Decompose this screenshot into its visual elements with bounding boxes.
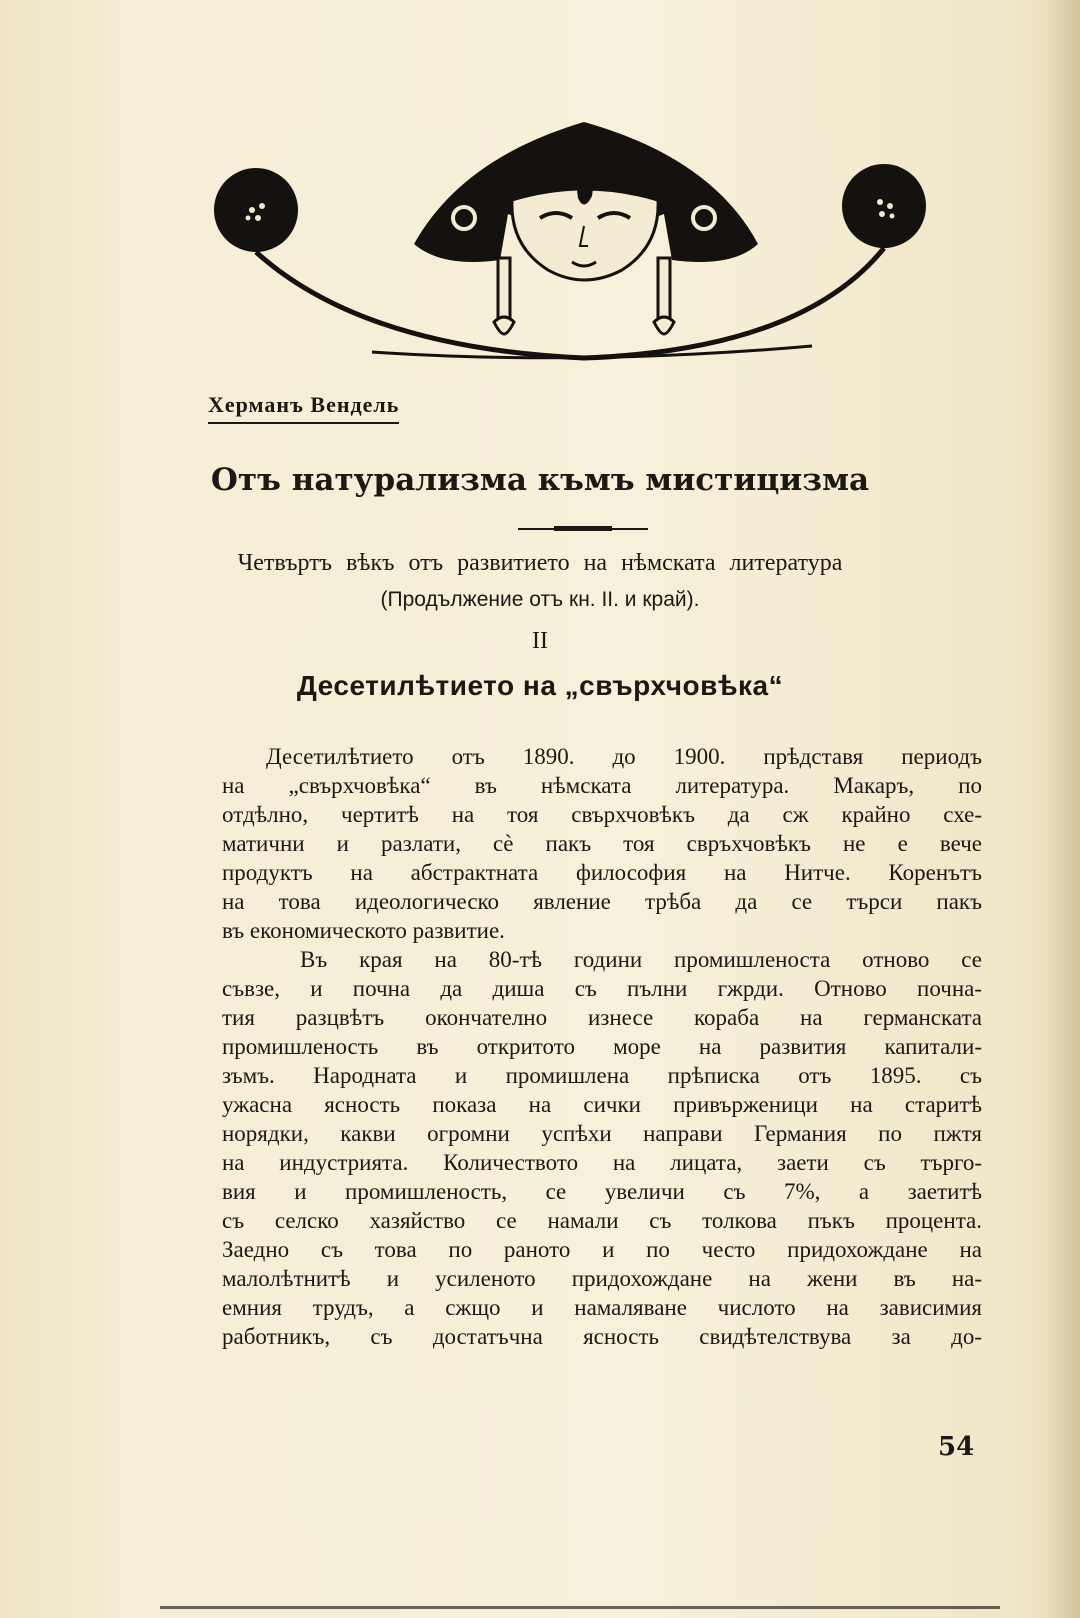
text-line: Заедно съ това по раното и по често придохождане на: [222, 1237, 982, 1262]
article-title: Отъ натурализма къмъ мистицизма: [210, 462, 870, 498]
text-line: норядки, какви огромни успѣхи направи Германия по пжтя: [222, 1121, 982, 1146]
page-number: 54: [938, 1432, 975, 1462]
text-line: ужасна ясность показа на сички привърженици на старитѣ: [222, 1092, 982, 1117]
title-divider-center: [554, 526, 612, 531]
text-line: Десетилѣтието отъ 1890. до 1900. прѣдставя периодъ: [266, 744, 982, 769]
text-line: малолѣтнитѣ и усиленото придохождане на жени въ на-: [222, 1266, 982, 1291]
text-line: тия разцвѣтъ окончателно изнесе кораба на германската: [222, 1005, 982, 1030]
text-line: на това идеологическо явление трѣба да се търси пакъ: [222, 889, 982, 914]
page-edge-shadow: [1046, 0, 1080, 1618]
continuation-note: (Продължение отъ кн. II. и край).: [380, 588, 700, 611]
text-line: промишленость въ откритото море на развития капитали-: [222, 1034, 982, 1059]
text-line: съвзе, и почна да диша съ пълни гжрди. Отново почна-: [222, 976, 982, 1001]
art-nouveau-woman-face-ornament-icon: [212, 118, 956, 376]
text-line: на „свърхчовѣка“ въ нѣмската литература. Макаръ, по: [222, 773, 982, 798]
text-line: въ економическото развитие.: [222, 918, 505, 943]
text-line: матични и разлати, сѐ пакъ тоя свръхчовѣкъ не е вече: [222, 831, 982, 856]
body-text: [222, 742, 982, 1351]
text-line: вия и промишленость, се увеличи съ 7%, а заетитѣ: [222, 1179, 982, 1204]
article-subtitle: Четвъртъ вѣкъ отъ развитието на нѣмската литература: [237, 550, 843, 576]
text-line: отдѣлно, чертитѣ на тоя свърхчовѣкъ да сж крайно схе-: [222, 802, 982, 827]
text-line: на индустрията. Количеството на лицата, заети съ търго-: [222, 1150, 982, 1175]
chapter-number: II: [532, 628, 548, 654]
section-heading: Десетилѣтието на „свърхчовѣка“: [296, 670, 784, 701]
text-line: продуктъ на абстрактната философия на Нитче. Коренътъ: [222, 860, 982, 885]
bottom-edge-line: [160, 1606, 1000, 1609]
author-name: Херманъ Вендель: [208, 392, 399, 424]
text-line: емния трудъ, а сжщо и намаляване числото на зависимия: [222, 1295, 982, 1320]
text-line: работникъ, съ достатъчна ясность свидѣтелствува за до-: [222, 1324, 982, 1349]
text-line: зъмъ. Народната и промишлена прѣписка отъ 1895. съ: [222, 1063, 982, 1088]
text-line: Въ края на 80-тѣ години промишленоста отново се: [300, 947, 982, 972]
text-line: съ селско хазяйство се намали съ толкова пъкъ процента.: [222, 1208, 982, 1233]
